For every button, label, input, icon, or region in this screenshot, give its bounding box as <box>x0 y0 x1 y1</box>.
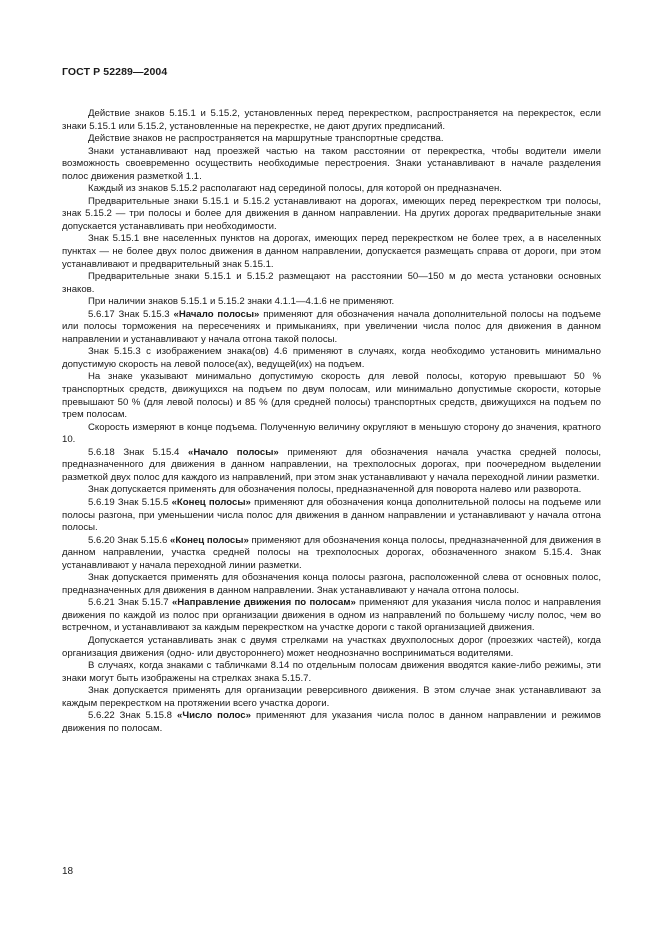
paragraph: В случаях, когда знаками с табличками 8.14 по отдельным полосам движения вводятся какие-либо режимы, эти знаки могут быть изображены на стрелках знака 5.15.7. <box>62 660 601 684</box>
sign-name: «Начало полосы» <box>173 308 260 320</box>
clause-text: применяют для обозначения начала дополнительной полосы на подъеме или полосы торможения на пересечениях и примыканиях, при увеличении числа полос для движения в данном направлении и устанавливают у начала отгона такой полосы. <box>62 308 601 345</box>
document-body <box>62 108 601 735</box>
clause-prefix: 5.6.20 Знак 5.15.6 <box>88 534 171 546</box>
paragraph-5-6-19 <box>62 497 601 535</box>
paragraph: Знаки устанавливают над проезжей частью на таком расстоянии от перекрестка, чтобы водители имели возможность своевременно осуществить необходимые перестроения. Знаки устанавливают в начале разделения полос движения разметкой 1.1. <box>62 145 601 182</box>
paragraph: Действие знаков не распространяется на маршрутные транспортные средства. <box>88 133 444 145</box>
sign-name: «Направление движения по полосам» <box>171 597 356 609</box>
paragraph: Знак допускается применять для обозначения конца полосы разгона, расположенной слева от основных полос, предназначенных для движения в данном направлении. Знак устанавливают у начала отгона полосы. <box>62 572 601 596</box>
paragraph: Скорость измеряют в конце подъема. Полученную величину округляют в меньшую сторону до значения, кратного 10. <box>62 421 601 446</box>
clause-text: применяют для обозначения конца полосы, предназначенной для движения в данном направлении, участка средней полосы на трехполосных дорогах, обозначенного знаком 5.15.4. Знак устанавливают у начала переходной линии разметки. <box>62 534 602 571</box>
paragraph: Знак допускается применять для обозначения полосы, предназначенной для поворота налево или разворота. <box>88 484 582 496</box>
paragraph: Предварительные знаки 5.15.1 и 5.15.2 размещают на расстоянии 50—150 м до места установки основных знаков. <box>62 271 601 295</box>
paragraph: Действие знаков 5.15.1 и 5.15.2, установленных перед перекрестком, распространяется на перекресток, если знаки 5.15.1 или 5.15.2, установленные на перекрестке, не дают других предписаний. <box>62 108 601 132</box>
paragraph: Знак допускается применять для организации реверсивного движения. В этом случае знак устанавливают за каждым перекрестком на протяжении всего участка дороги. <box>62 685 601 709</box>
clause-text: применяют для обозначения конца дополнительной полосы на подъеме или полосы разгона, при уменьшении числа полос для движения в данном направлении и устанавливают у начала отгона полосы. <box>62 496 602 534</box>
paragraph: Допускается устанавливать знак с двумя стрелками на участках двухполосных дорог (проезжих частей), когда организация движения (одно- или двустороннего) может неоднозначно восприниматься водителями. <box>62 634 601 659</box>
clause-text: применяют для указания числа полос и направления движения по каждой из полос при организации движения в одном из направлений по большему числу полос, чем во встречном, и устанавливают за каждым перекрестком на участке дороги с такой организацией движения. <box>62 597 601 634</box>
sign-name: «Число полос» <box>177 710 251 722</box>
sign-name: «Конец полосы» <box>171 496 251 508</box>
paragraph-5-6-18 <box>62 447 601 485</box>
paragraph-5-6-17 <box>62 309 601 347</box>
paragraph: Каждый из знаков 5.15.2 располагают над серединой полосы, для которой он предназначен. <box>88 183 502 195</box>
paragraph: При наличии знаков 5.15.1 и 5.15.2 знаки 4.1.1—4.1.6 не применяют. <box>88 296 395 308</box>
paragraph-5-6-20 <box>62 535 601 573</box>
paragraph-5-6-21 <box>62 597 601 635</box>
paragraph-5-6-22 <box>62 710 601 735</box>
page-number: 18 <box>62 866 74 877</box>
clause-prefix: 5.6.18 Знак 5.15.4 <box>88 446 189 458</box>
clause-prefix: 5.6.17 Знак 5.15.3 <box>88 308 174 320</box>
clause-prefix: 5.6.22 Знак 5.15.8 <box>88 710 177 722</box>
sign-name: «Конец полосы» <box>170 534 249 546</box>
clause-text: применяют для обозначения начала участка средней полосы, предназначенного для движения в данном направлении, на трехполосных дорогах, при поочередном выделении разметкой двух полос для каждого из направлений, при этом знак устанавливают у начала переходной линии разметки. <box>62 446 602 483</box>
sign-name: «Начало полосы» <box>188 446 279 458</box>
clause-text: применяют для указания числа полос в данном направлении и режимов движения по полосам. <box>62 710 601 734</box>
clause-prefix: 5.6.19 Знак 5.15.5 <box>88 496 172 508</box>
document-header: ГОСТ Р 52289—2004 <box>62 66 168 78</box>
paragraph: Знак 5.15.1 вне населенных пунктов на дорогах, имеющих перед перекрестком не более трех, а в населенных пунктах — не более двух полос движения в данном направлении, допускается размещать справа от дороги, при этом устанавливают и предварительный знак 5.15.1. <box>62 233 601 270</box>
paragraph: На знаке указывают минимально допустимую скорость для левой полосы, которую превышают 50 % транспортных средств, движущихся на подъем по двум полосам, или минимально допустимые скорости, которые превышают 50 % (для левой полосы) и 85 % (для средней полосы) транспортных средств, движущихся на подъем по трем полосам. <box>62 371 601 421</box>
paragraph: Предварительные знаки 5.15.1 и 5.15.2 устанавливают на дорогах, имеющих перед перекрестком три полосы, знак 5.15.2 — три полосы и более для движения в данном направлении. На других дорогах предварительные знаки допускается устанавливать при необходимости. <box>62 195 601 232</box>
paragraph: Знак 5.15.3 с изображением знака(ов) 4.6 применяют в случаях, когда необходимо установить минимально допустимую скорость на левой полосе(ах), ведущей(их) на подъем. <box>62 346 601 370</box>
clause-prefix: 5.6.21 Знак 5.15.7 <box>88 597 172 609</box>
